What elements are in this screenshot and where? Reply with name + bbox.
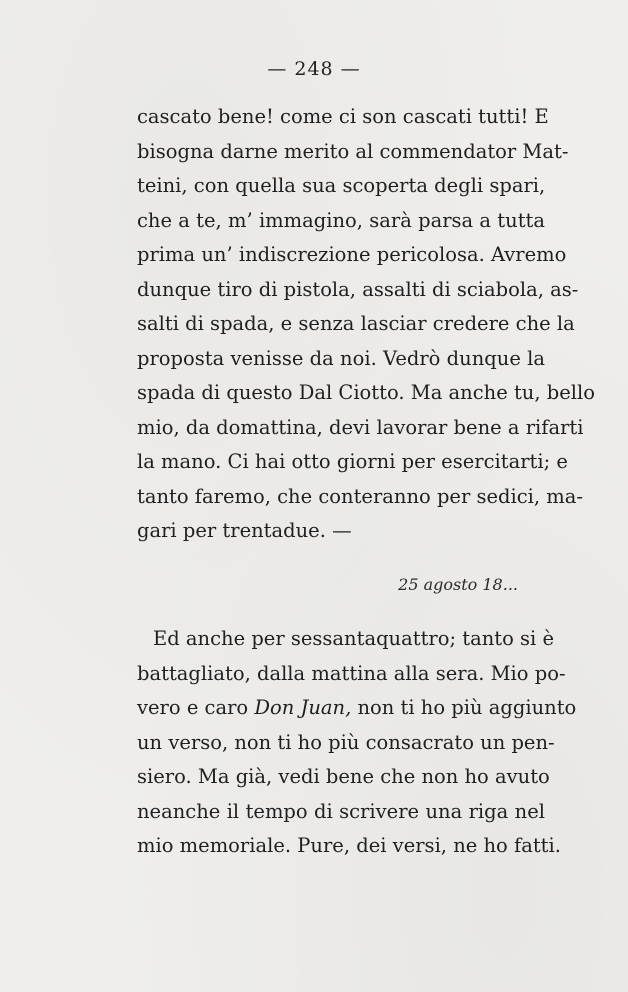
text-line: la mano. Ci hai otto giorni per esercitarti; e (137, 450, 568, 473)
text-line-with-title (137, 691, 577, 726)
text-line: bisogna darne merito al commendator Mat- (137, 139, 569, 163)
text-line: siero. Ma già, vedi bene che non ho avuto (137, 765, 550, 788)
text-line: teini, con quella sua scoperta degli spari, (137, 174, 546, 197)
text-line: Ed anche per sessantaquattro; tanto si è (153, 627, 555, 650)
text-line: dunque tiro di pistola, assalti di sciabola, as- (137, 277, 579, 301)
text-line: mio, da domattina, devi lavorar bene a rifarti (137, 415, 584, 439)
paragraph-2 (137, 622, 577, 864)
text-line: salti di spada, e senza lasciar credere che la (137, 312, 575, 335)
text-line: un verso, non ti ho più consacrato un pen- (137, 730, 555, 754)
text-fragment: vero e caro (137, 696, 255, 719)
paragraph-1 (137, 100, 595, 549)
text-line: mio memoriale. Pure, dei versi, ne ho fatti. (137, 834, 561, 857)
text-line: tanto faremo, che conteranno per sedici, ma- (137, 484, 584, 508)
text-line: spada di questo Dal Ciotto. Ma anche tu, bello (137, 381, 595, 404)
text-line: gari per trentadue. — (137, 519, 352, 542)
text-line: cascato bene! come ci son cascati tutti! E (137, 105, 549, 128)
page-number: — 248 — (267, 58, 361, 80)
text-line: proposta venisse da noi. Vedrò dunque la (137, 346, 545, 370)
text-line: battagliato, dalla mattina alla sera. Mio po- (137, 661, 566, 685)
italic-title: Don Juan, (254, 696, 352, 719)
text-line: neanche il tempo di scrivere una riga nel (137, 799, 545, 823)
text-line: che a te, m’ immagino, sarà parsa a tutta (137, 208, 545, 232)
date-heading: 25 agosto 18... (398, 575, 518, 594)
text-fragment: non ti ho più aggiunto (351, 696, 577, 719)
text-line: prima un’ indiscrezione pericolosa. Avremo (137, 243, 567, 266)
